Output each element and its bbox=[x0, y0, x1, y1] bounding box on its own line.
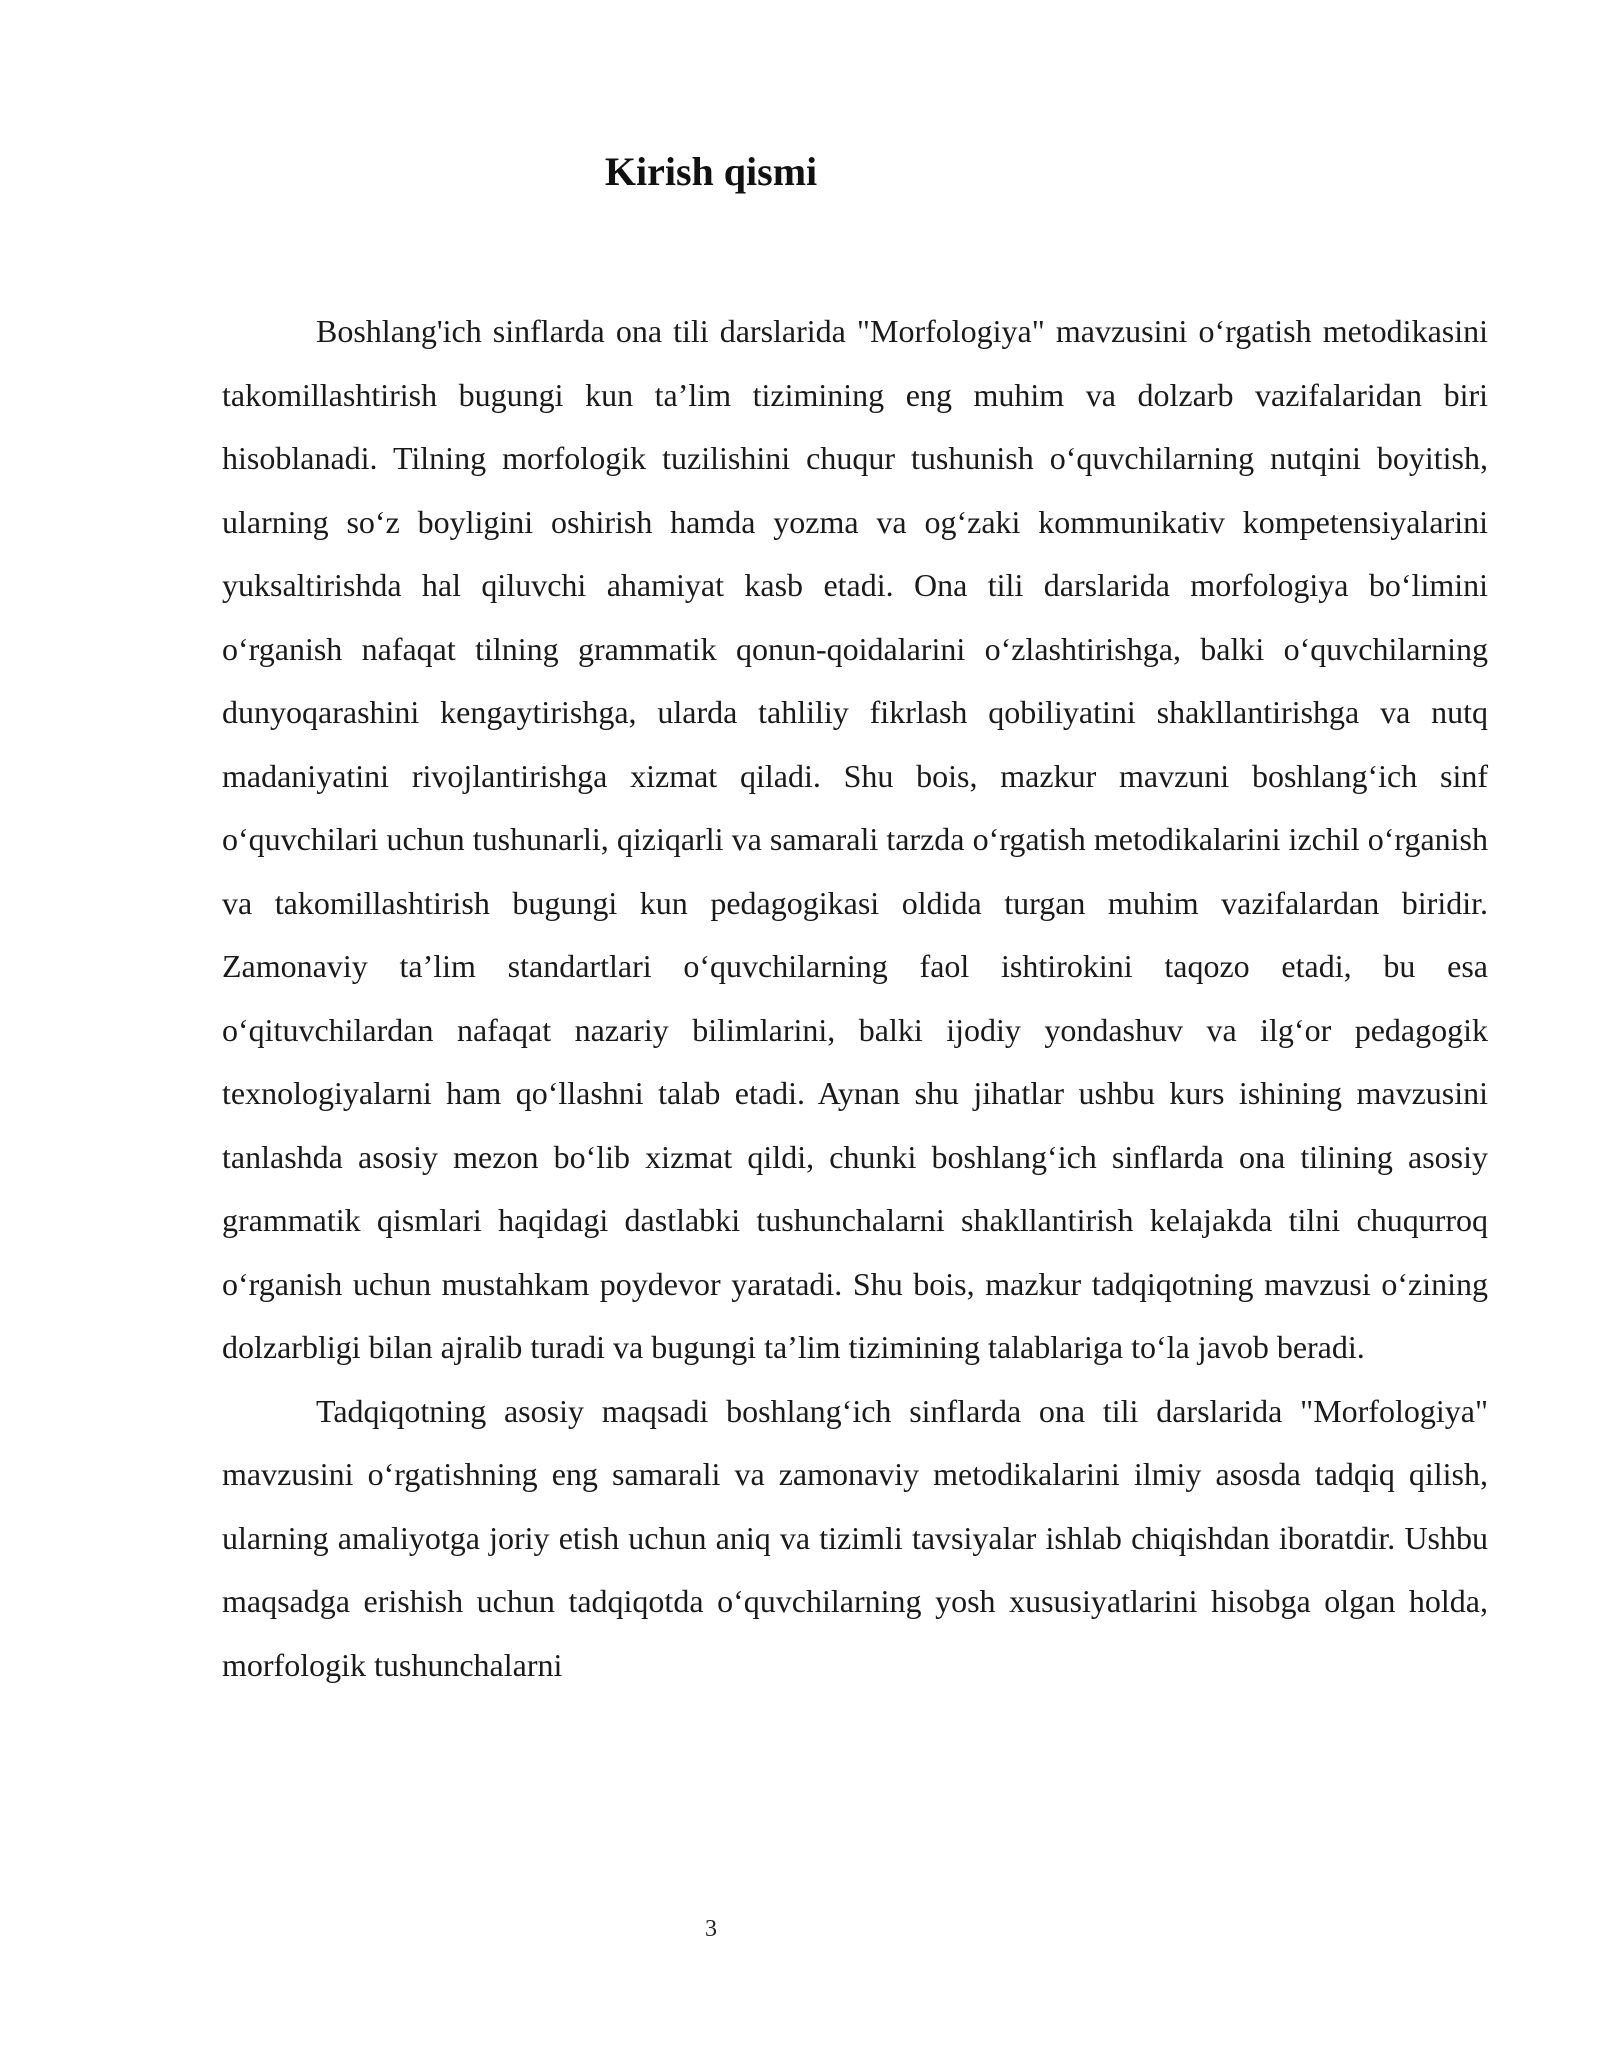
page-number: 3 bbox=[705, 1916, 717, 1942]
body-text bbox=[222, 300, 1488, 1697]
paragraph-1: Boshlang'ich sinflarda ona tili darslarida "Morfologiya" mavzusini o‘rgatish metodikasini takomillashtirish bugungi kun ta’lim tizimining eng muhim va dolzarb vazifalaridan biri hisoblanadi. Tilning morfologik tuzilishini chuqur tushunish o‘quvchilarning nutqini boyitish, ularning so‘z boyligini oshirish hamda yozma va og‘zaki kommunikativ kompetensiyalarini yuksaltirishda hal qiluvchi ahamiyat kasb etadi. Ona tili darslarida morfologiya bo‘limini o‘rganish nafaqat tilning grammatik qonun-qoidalarini o‘zlashtirishga, balki o‘quvchilarning dunyoqarashini kengaytirishga, ularda tahliliy fikrlash qobiliyatini shakllantirishga va nutq madaniyatini rivojlantirishga xizmat qiladi. Shu bois, mazkur mavzuni boshlang‘ich sinf o‘quvchilari uchun tushunarli, qiziqarli va samarali tarzda o‘rgatish metodikalarini izchil o‘rganish va takomillashtirish bugungi kun pedagogikasi oldida turgan muhim vazifalardan biridir. Zamonaviy ta’lim standartlari o‘quvchilarning faol ishtirokini taqozo etadi, bu esa o‘qituvchilardan nafaqat nazariy bilimlarini, balki ijodiy yondashuv va ilg‘or pedagogik texnologiyalarni ham qo‘llashni talab etadi. Aynan shu jihatlar ushbu kurs ishining mavzusini tanlashda asosiy mezon bo‘lib xizmat qildi, chunki boshlang‘ich sinflarda ona tilining asosiy grammatik qismlari haqidagi dastlabki tushunchalarni shakllantirish kelajakda tilni chuqurroq o‘rganish uchun mustahkam poydevor yaratadi. Shu bois, mazkur tadqiqotning mavzusi o‘zining dolzarbligi bilan ajralib turadi va bugungi ta’lim tizimining talablariga to‘la javob beradi. bbox=[222, 313, 1488, 1365]
page-title: Kirish qismi bbox=[604, 149, 818, 194]
paragraph-2: Tadqiqotning asosiy maqsadi boshlang‘ich sinflarda ona tili darslarida "Morfologiya" mavzusini o‘rgatishning eng samarali va zamonaviy metodikalarini ilmiy asosda tadqiq qilish, ularning amaliyotga joriy etish uchun aniq va tizimli tavsiyalar ishlab chiqishdan iboratdir. Ushbu maqsadga erishish uchun tadqiqotda o‘quvchilarning yosh xususiyatlarini hisobga olgan holda, morfologik tushunchalarni bbox=[222, 1392, 1488, 1683]
